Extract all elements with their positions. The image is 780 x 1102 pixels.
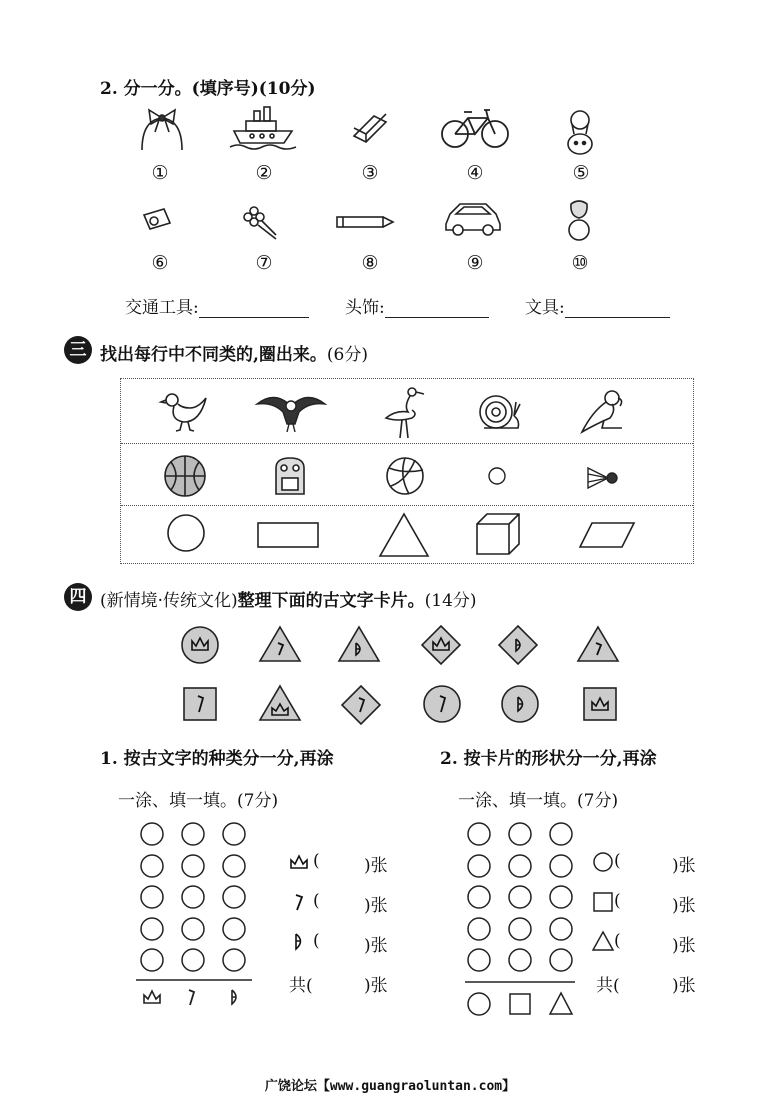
item-number: ① <box>151 162 169 184</box>
answer-unit: )张 <box>672 976 696 996</box>
card-circle-person[interactable] <box>422 684 462 724</box>
item-number: ⑥ <box>151 252 169 274</box>
item-number: ⑤ <box>572 162 590 184</box>
small-ball-icon[interactable] <box>488 467 506 485</box>
parrot-icon[interactable] <box>578 388 628 438</box>
card-triangle-person[interactable] <box>258 625 302 663</box>
section-badge: 四 <box>64 583 92 611</box>
section3-title: 找出每行中不同类的,圈出来。(6分) <box>100 345 369 365</box>
answer-open-paren: ( <box>614 891 621 911</box>
car-icon <box>442 198 504 238</box>
pencil-icon <box>335 214 395 230</box>
item-number: ⑦ <box>255 252 273 274</box>
basketball-icon[interactable] <box>163 454 207 498</box>
transport-answer-blank[interactable] <box>199 297 309 318</box>
eagle-icon[interactable] <box>255 390 327 434</box>
total-label: 共( <box>289 976 313 996</box>
card-circle-fire[interactable] <box>180 625 220 665</box>
answer-open-paren: ( <box>614 851 621 871</box>
card-triangle-fire[interactable] <box>258 684 302 722</box>
volleyball-icon[interactable] <box>385 456 425 496</box>
section4-title: (新情境·传统文化)整理下面的古文字卡片。(14分) <box>100 591 477 611</box>
parallelogram-icon[interactable] <box>578 521 636 549</box>
total-label: 共( <box>596 976 620 996</box>
answer-unit: )张 <box>672 896 696 916</box>
answer-unit: )张 <box>364 936 388 956</box>
strawberry-hair-tie-icon <box>564 196 594 242</box>
moon-glyph-icon <box>292 931 308 951</box>
card-triangle-moon[interactable] <box>337 625 381 663</box>
flower-hairpin-icon <box>244 205 280 241</box>
q1-instruction: 1. 按古文字的种类分一分,再涂 <box>100 749 334 769</box>
triangle-shape-icon <box>592 930 614 952</box>
answer-open-paren: ( <box>313 851 320 871</box>
item-number: ② <box>255 162 273 184</box>
crane-icon[interactable] <box>382 386 426 440</box>
section-badge: 三 <box>64 336 92 364</box>
item-number: ⑩ <box>571 252 589 274</box>
card-square-person[interactable] <box>182 686 218 722</box>
item-number: ④ <box>466 162 484 184</box>
item-number: ③ <box>361 162 379 184</box>
stationery-answer-blank[interactable] <box>565 297 670 318</box>
q2-instruction-line2: 一涂、填一填。(7分) <box>458 791 619 811</box>
ship-icon <box>230 103 296 151</box>
answer-open-paren: ( <box>614 931 621 951</box>
card-diamond-person[interactable] <box>340 684 382 726</box>
card-diamond-moon[interactable] <box>497 624 539 666</box>
person-glyph-icon <box>292 892 308 912</box>
answer-unit: )张 <box>672 936 696 956</box>
q1-instruction-line2: 一涂、填一填。(7分) <box>118 791 279 811</box>
circle-icon[interactable] <box>166 513 206 553</box>
bow-headband-icon <box>137 108 187 153</box>
answer-unit: )张 <box>364 896 388 916</box>
item-number: ⑧ <box>361 252 379 274</box>
q2-circle-grid[interactable] <box>465 820 585 1020</box>
rectangle-icon[interactable] <box>256 521 320 549</box>
hen-icon[interactable] <box>160 390 210 434</box>
card-diamond-fire[interactable] <box>420 624 462 666</box>
headwear-answer-blank[interactable] <box>385 297 489 318</box>
square-shape-icon <box>592 891 614 913</box>
answer-open-paren: ( <box>313 931 320 951</box>
category-stationery: 文具: <box>525 293 670 318</box>
answer-open-paren: ( <box>313 891 320 911</box>
cube-icon[interactable] <box>475 512 521 556</box>
fire-glyph-icon <box>288 853 310 871</box>
card-triangle-person[interactable] <box>576 625 620 663</box>
footer-watermark: 广饶论坛【www.guangraoluntan.com】 <box>264 1079 516 1094</box>
answer-unit: )张 <box>364 856 388 876</box>
rabbit-hair-tie-icon <box>560 108 600 156</box>
eraser-icon <box>350 112 390 144</box>
answer-unit: )张 <box>672 856 696 876</box>
triangle-icon[interactable] <box>378 512 430 558</box>
card-circle-moon[interactable] <box>500 684 540 724</box>
backpack-icon[interactable] <box>270 454 310 498</box>
category-headwear: 头饰: <box>345 293 489 318</box>
pencil-sharpener-icon <box>140 205 174 233</box>
bicycle-icon <box>440 104 510 150</box>
card-square-fire[interactable] <box>582 686 618 722</box>
q2-instruction: 2. 按卡片的形状分一分,再涂 <box>440 749 657 769</box>
category-transport: 交通工具: <box>125 293 309 318</box>
snail-icon[interactable] <box>476 390 522 434</box>
answer-unit: )张 <box>364 976 388 996</box>
item-number: ⑨ <box>466 252 484 274</box>
shuttlecock-icon[interactable] <box>586 462 620 492</box>
part2-heading: 2. 分一分。(填序号)(10分) <box>100 79 316 99</box>
q1-circle-grid[interactable] <box>136 820 256 1020</box>
circle-shape-icon <box>592 851 614 873</box>
